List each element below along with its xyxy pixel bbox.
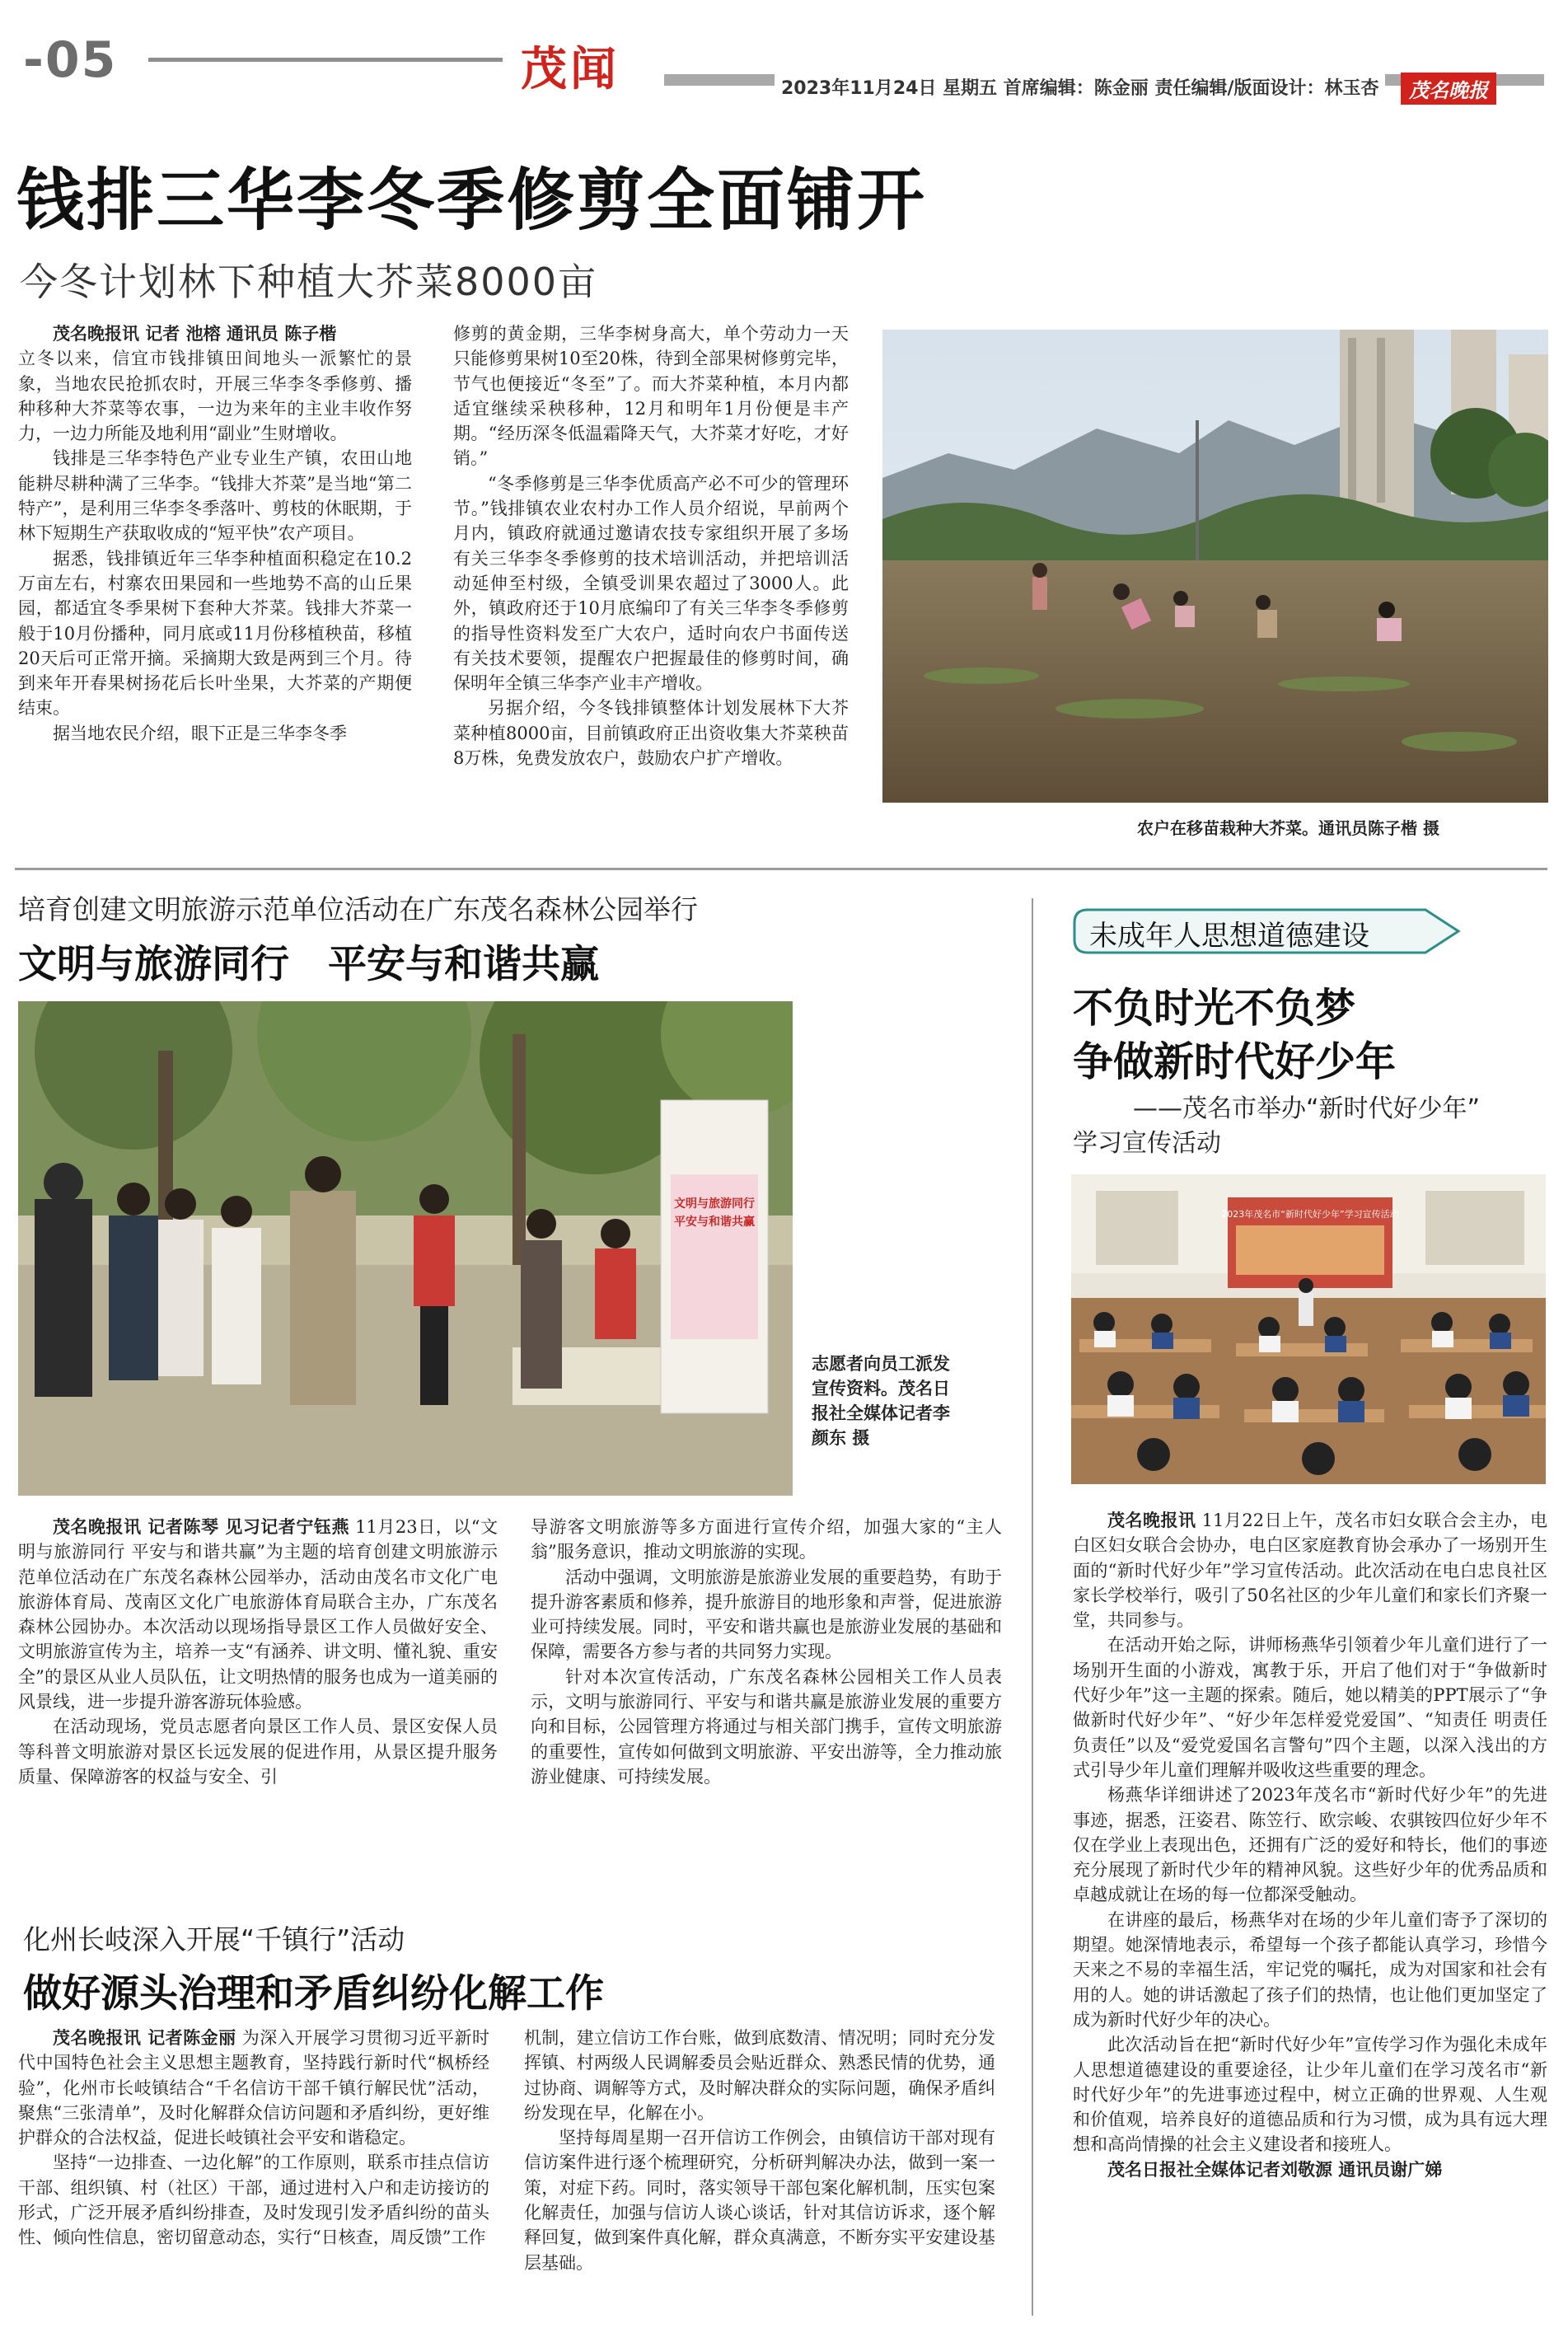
- column-divider: [1032, 898, 1033, 2316]
- story4-body: [1073, 1508, 1547, 2182]
- paragraph: 立冬以来，信宜市钱排镇田间地头一派繁忙的景象，当地农民抢抓农时，开展三华李冬季修剪、播种移种大芥菜等农事，一边为来年的主业丰收作努力，一边力所能及地利用“副业”生财增收。: [18, 349, 412, 444]
- screen-text: 2023年茂名市“新时代好少年”学习宣传活动: [1221, 1209, 1399, 1220]
- story4-credit: 茂名日报社全媒体记者刘敬源 通讯员谢广娣: [1107, 2159, 1443, 2180]
- paragraph: “冬季修剪是三华李优质高产必不可少的管理环节。”钱排镇农业农村办工作人员介绍说，早前两个月内，镇政府就通过邀请农技专家组织开展了多场有关三华李冬季修剪的技术培训活动，并把培训活动延伸至村级，全镇受训果农超过了3000人。此外，镇政府还于10月底编印了有关三华李冬季修剪的指导性资料发至广大农户，适时向农户书面传送有关技术要领，提醒农户把握最佳的修剪时间，确保明年全镇三华李产业丰产增收。: [453, 473, 849, 694]
- story4-byline: 茂名晚报讯: [1107, 1511, 1196, 1530]
- paragraph: 坚持“一边排查、一边化解”的工作原则，联系市挂点信访干部、组织镇、村（社区）干部，通过进村入户和走访接访的形式，广泛开展矛盾纠纷排查，及时发现引发矛盾纠纷的苗头性、倾向性信息，密切留意动态，实行“日核查，周反馈”工作: [18, 2152, 489, 2248]
- story2-column-1: [18, 1515, 498, 1789]
- story2-column-2: [531, 1515, 1002, 1789]
- column-tag-label: 未成年人思想道德建设: [1089, 920, 1369, 953]
- story1-photo: [882, 330, 1548, 803]
- paragraph: 钱排是三华李特色产业专业生产镇，农田山地能耕尽耕种满了三华李。“钱排大芥菜”是当地“第二特产”，是利用三华李冬季落叶、剪枝的休眠期，于林下短期生产获取收成的“短平快”农产项目。: [18, 448, 412, 544]
- section-divider: [15, 868, 1547, 870]
- paragraph: 坚持每周星期一召开信访工作例会，由镇信访干部对现有信访案件进行逐个梳理研究，分析研判解决办法，做到一案一策，对症下药。同时，落实领导干部包案化解机制，压实包案化解责任，加强与信访人谈心谈话，针对其信访诉求，逐个解释回复，做到案件真化解，群众真满意，不断夯实平安建设基层基础。: [524, 2128, 995, 2273]
- paragraph: 杨燕华详细讲述了2023年茂名市“新时代好少年”的先进事迹，据悉，汪姿君、陈笠行、欧宗峻、农骐铵四位好少年不仅在学业上表现出色，还拥有广泛的爱好和特长，他们的事迹充分展现了新时代少年的精神风貌。这些好少年的优秀品质和卓越成就让在场的每一位都深受触动。: [1073, 1785, 1547, 1905]
- paper-name-logo: 茂名晚报: [1401, 73, 1496, 105]
- story2-photo-caption: 志愿者向员工派发宣传资料。茂名日报社全媒体记者李颜东 摄: [812, 1354, 950, 1448]
- paragraph: 此次活动旨在把“新时代好少年”宣传学习作为强化未成年人思想道德建设的重要途径，让少年儿童们在学习茂名市“新时代好少年”的先进事迹过程中，树立正确的世界观、人生观和价值观，培养良好的道德品质和行为习惯，成为具有远大理想和高尚情操的社会主义建设者和接班人。: [1073, 2035, 1547, 2155]
- story2-photo: [18, 1001, 793, 1496]
- story1-photo-caption: 农户在移苗栽种大芥菜。通讯员陈子楷 摄: [1137, 818, 1439, 838]
- paragraph: 针对本次宣传活动，广东茂名森林公园相关工作人员表示，文明与旅游同行、平安与和谐共赢是旅游业发展的重要方向和目标，公园管理方将通过与相关部门携手，宣传文明旅游的重要性，宣传如何做到文明旅游、平安出游等，全力推动旅游业健康、可持续发展。: [531, 1666, 1002, 1787]
- park-event-image: [18, 1001, 793, 1496]
- paragraph: 另据介绍，今冬钱排镇整体计划发展林下大芥菜种植8000亩，目前镇政府正出资收集大芥菜秧苗8万株，免费发放农户，鼓励农户扩产增收。: [453, 698, 849, 769]
- story2-kicker: 培育创建文明旅游示范单位活动在广东茂名森林公园举行: [18, 893, 698, 925]
- paragraph: 导游客文明旅游等多方面进行宣传介绍，加强大家的“主人翁”服务意识，推动文明旅游的实现。: [531, 1517, 1002, 1562]
- paragraph: 修剪的黄金期，三华李树身高大，单个劳动力一天只能修剪果树10至20株，待到全部果树修剪完毕，节气也便接近“冬至”了。而大芥菜种植，本月内都适宜继续采秧移种，12月和明年1月份便是丰产期。“经历深冬低温霜降天气，大芥菜才好吃，才好销。”: [453, 324, 849, 469]
- story1-column-1: [18, 321, 412, 746]
- paragraph: 在活动现场，党员志愿者向景区工作人员、景区安保人员等科普文明旅游对景区长远发展的促进作用，从景区提升服务质量、保障游客的权益与安全、引: [18, 1717, 498, 1787]
- story4-subhead-1: ——茂名市举办“新时代好少年”: [1133, 1094, 1481, 1123]
- page-number: -05: [23, 31, 118, 89]
- story4-subhead-2: 学习宣传活动: [1073, 1129, 1221, 1158]
- story3-column-2: [524, 2026, 995, 2275]
- story1-subhead: 今冬计划林下种植大芥菜8000亩: [20, 260, 598, 304]
- story4-headline-1: 不负时光不负梦: [1073, 985, 1356, 1032]
- header-rule: [148, 58, 503, 62]
- story3-headline: 做好源头治理和矛盾纠纷化解工作: [23, 1971, 604, 2017]
- story4-photo: [1071, 1174, 1546, 1484]
- story3-byline: 茂名晚报讯 记者陈金丽: [53, 2028, 236, 2048]
- paragraph: 据悉，钱排镇近年三华李种植面积稳定在10.2万亩左右，村寨农田果园和一些地势不高的山丘果园，都适宜冬季果树下套种大芥菜。钱排大芥菜一般于10月份播种，同月底或11月份移植秧苗，移植20天后可正常开摘。采摘期大致是两到三个月。待到来年开春果树扬花后长叶坐果，大芥菜的产期便结束。: [18, 548, 412, 719]
- paragraph: 11月22日上午，茂名市妇女联合会主办，电白区妇女联合会协办，电白区家庭教育协会承办了一场别开生面的“新时代好少年”学习宣传活动。此次活动在电白忠良社区家长学校举行，吸引了50名社区的少年儿童们和家长们齐聚一堂，共同参与。: [1073, 1511, 1547, 1631]
- story1-column-2: [453, 321, 849, 771]
- section-logo: 茂闻: [521, 43, 620, 96]
- story2-byline: 茂名晚报讯 记者陈琴 见习记者宁钰燕: [53, 1517, 349, 1537]
- paragraph: 在活动开始之际，讲师杨燕华引领着少年儿童们进行了一场别开生面的小游戏，寓教于乐，开启了他们对于“争做新时代好少年”这一主题的探索。随后，她以精美的PPT展示了“争做新时代好少年”、“好少年怎样爱党爱国”、“知责任 明责任 负责任”以及“爱党爱国名言警句”四个主题，以深入浅出的方式引导少年儿童们理解并吸收这些重要的理念。: [1073, 1635, 1547, 1780]
- paragraph: 据当地农民介绍，眼下正是三华李冬季: [53, 723, 347, 743]
- story3-kicker: 化州长岐深入开展“千镇行”活动: [23, 1923, 405, 1956]
- banner-text: 平安与和谐共赢: [674, 1216, 755, 1229]
- story3-column-1: [18, 2026, 489, 2251]
- farm-field-image: [882, 330, 1548, 803]
- paragraph: 为深入开展学习贯彻习近平新时代中国特色社会主义思想主题教育，坚持践行新时代“枫桥经验”，化州市长岐镇结合“千名信访干部千镇行解民忧”活动，聚焦“三张清单”，及时化解群众信访问题和矛盾纠纷，更好维护群众的合法权益，促进长岐镇社会平安和谐稳定。: [18, 2028, 489, 2148]
- paragraph: 在讲座的最后，杨燕华对在场的少年儿童们寄予了深切的期望。她深情地表示，希望每一个孩子都能认真学习，珍惜今天来之不易的幸福生活，牢记党的嘱托，成为对国家和社会有用的人。她的讲话激起了孩子们的热情，也让他们更加坚定了成为新时代好少年的决心。: [1073, 1909, 1547, 2030]
- paragraph: 活动中强调，文明旅游是旅游业发展的重要趋势，有助于提升游客素质和修养，提升旅游目的地形象和声誉，促进旅游业可持续发展。同时，平安和谐共赢也是旅游业发展的基础和保障，需要各方参与者的共同努力实现。: [531, 1567, 1002, 1662]
- story1-headline: 钱排三华李冬季修剪全面铺开: [16, 162, 928, 240]
- classroom-image: [1071, 1174, 1546, 1484]
- story1-byline: 茂名晚报讯 记者 池榕 通讯员 陈子楷: [53, 324, 337, 344]
- paragraph: 11月23日，以“文明与旅游同行 平安与和谐共赢”为主题的培育创建文明旅游示范单位活动在广东茂名森林公园举办，活动由茂名市文化广电旅游体育局、茂南区文化广电旅游体育局联合主办，广东茂名森林公园协办。本次活动以现场指导景区工作人员做好安全、文明旅游宣传为主，培养一支“有涵养、讲文明、懂礼貌、重安全”的景区从业人员队伍，让文明热情的服务也成为一道美丽的风景线，进一步提升游客游玩体验感。: [18, 1517, 498, 1712]
- story4-headline-2: 争做新时代好少年: [1073, 1038, 1397, 1085]
- story2-headline: 文明与旅游同行 平安与和谐共赢: [18, 942, 599, 987]
- column-tag: [1071, 906, 1467, 956]
- banner-text: 文明与旅游同行: [674, 1197, 755, 1211]
- dateline: 2023年11月24日 星期五 首席编辑：陈金丽 责任编辑/版面设计：林玉杏: [775, 74, 1385, 100]
- paragraph: 机制，建立信访工作台账，做到底数清、情况明；同时充分发挥镇、村两级人民调解委员会贴近群众、熟悉民情的优势，通过协商、调解等方式，及时解决群众的实际问题，确保矛盾纠纷发现在早，化解在小。: [524, 2028, 995, 2123]
